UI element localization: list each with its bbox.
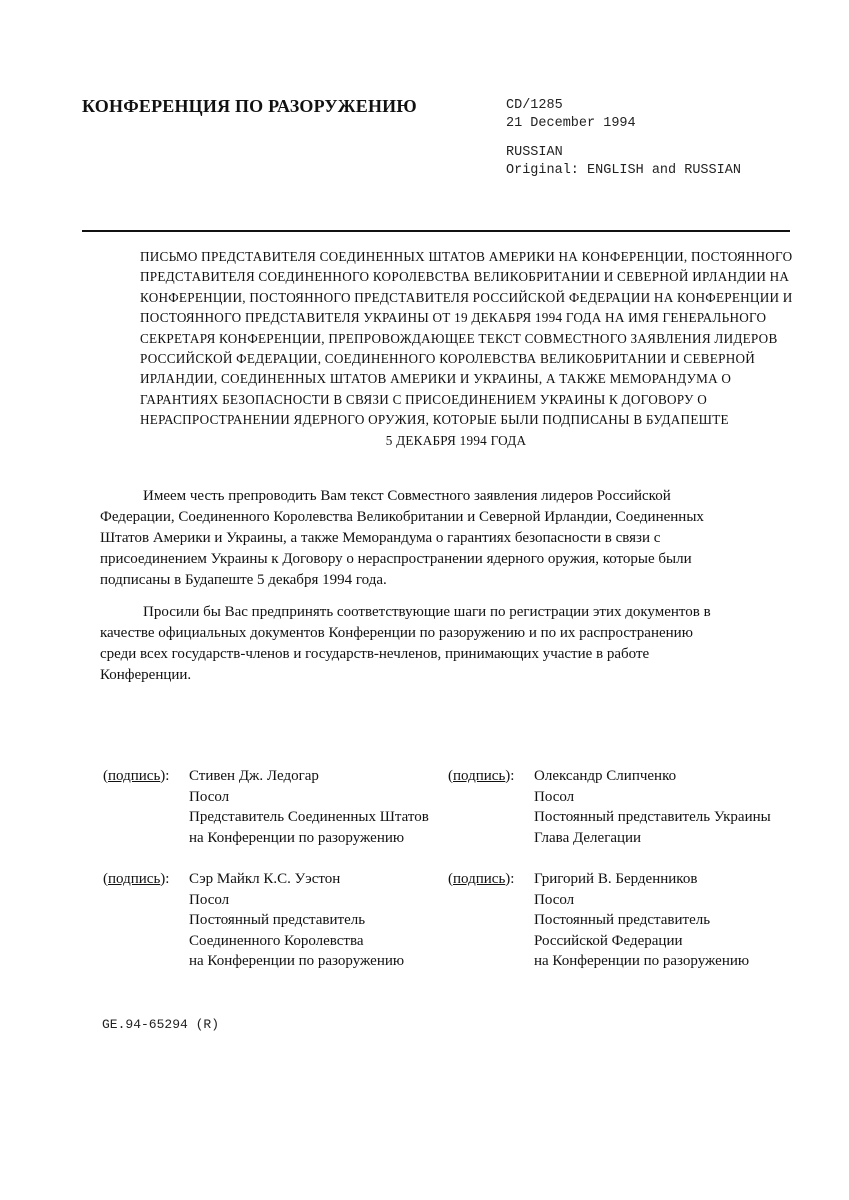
paragraph-line: Конференции. [100, 667, 192, 683]
signatory-name: Стивен Дж. Ледогар [189, 768, 319, 784]
document-metadata [506, 97, 741, 180]
document-original-languages: Original: ENGLISH and RUSSIAN [506, 163, 741, 178]
signatory-title: Посол [189, 891, 230, 908]
signatory-position: на Конференции по разоружению [189, 829, 405, 846]
subject-line: ПОСТОЯННОГО ПРЕДСТАВИТЕЛЯ УКРАИНЫ ОТ 19 ДЕКАБРЯ 1994 ГОДА НА ИМЯ ГЕНЕРАЛЬНОГО [140, 310, 767, 326]
signatory-position: Глава Делегации [534, 829, 642, 846]
header-divider [82, 230, 790, 232]
paragraph-line: Штатов Америки и Украины, а также Меморандума о гарантиях безопасности в связи с [100, 530, 661, 546]
signatory-position: на Конференции по разоружению [189, 953, 405, 969]
subject-line: РОССИЙСКОЙ ФЕДЕРАЦИИ, СОЕДИНЕННОГО КОРОЛЕВСТВА ВЕЛИКОБРИТАНИИ И СЕВЕРНОЙ [140, 351, 756, 367]
paragraph-line: Просили бы Вас предпринять соответствующие шаги по регистрации этих документов в [143, 604, 711, 620]
signatory-name: Григорий В. Берденников [534, 871, 698, 887]
signatory-position: Постоянный представитель Украины [534, 809, 771, 825]
document-date: 21 December 1994 [506, 116, 636, 131]
signatory-name: Сэр Майкл К.С. Уэстон [189, 871, 341, 887]
signatory-position: Российской Федерации [534, 932, 683, 949]
body-paragraph-1 [100, 486, 780, 591]
subject-line: КОНФЕРЕНЦИИ, ПОСТОЯННОГО ПРЕДСТАВИТЕЛЯ РОССИЙСКОЙ ФЕДЕРАЦИИ НА КОНФЕРЕНЦИИ И [140, 289, 793, 305]
subject-line: НЕРАСПРОСТРАНЕНИИ ЯДЕРНОГО ОРУЖИЯ, КОТОРЫЕ БЫЛИ ПОДПИСАНЫ В БУДАПЕШТЕ [140, 412, 729, 428]
signatory-position: на Конференции по разоружению [534, 953, 750, 969]
subject-line: 5 ДЕКАБРЯ 1994 ГОДА [385, 432, 527, 448]
organization-title: КОНФЕРЕНЦИЯ ПО РАЗОРУЖЕНИЮ [82, 96, 417, 116]
subject-line: СЕКРЕТАРЯ КОНФЕРЕНЦИИ, ПРЕПРОВОЖДАЮЩЕЕ ТЕКСТ СОВМЕСТНОГО ЗАЯВЛЕНИЯ ЛИДЕРОВ [140, 330, 778, 346]
subject-line: ГАРАНТИЯХ БЕЗОПАСНОСТИ В СВЯЗИ С ПРИСОЕДИНЕНИЕМ УКРАИНЫ К ДОГОВОРУ О [140, 391, 707, 407]
paragraph-line: присоединением Украины к Договору о нераспространении ядерного оружия, которые были [100, 551, 692, 567]
signatory-position: Представитель Соединенных Штатов [189, 809, 429, 825]
paragraph-line: подписаны в Будапеште 5 декабря 1994 года. [100, 572, 387, 588]
body-paragraph-2 [100, 602, 780, 686]
signatory-title: Посол [534, 891, 575, 908]
signature-label: (подпись): [448, 871, 515, 887]
job-number: GE.94-65294 (R) [102, 1017, 220, 1032]
signatory-title: Посол [534, 788, 575, 805]
document-language: RUSSIAN [506, 145, 563, 160]
subject-line: ПРЕДСТАВИТЕЛЯ СОЕДИНЕННОГО КОРОЛЕВСТВА ВЕЛИКОБРИТАНИИ И СЕВЕРНОЙ ИРЛАНДИИ НА [140, 269, 790, 285]
document-symbol: CD/1285 [506, 98, 563, 113]
signatory-title: Посол [189, 788, 230, 805]
paragraph-line: Федерации, Соединенного Королевства Великобритании и Северной Ирландии, Соединенных [100, 509, 704, 525]
paragraph-line: Имеем честь препроводить Вам текст Совместного заявления лидеров Российской [143, 488, 671, 504]
paragraph-line: среди всех государств-членов и государств-нечленов, принимающих участие в работе [100, 646, 650, 662]
signature-label: (подпись): [448, 768, 515, 784]
subject-line: ИРЛАНДИИ, СОЕДИНЕННЫХ ШТАТОВ АМЕРИКИ И УКРАИНЫ, А ТАКЖЕ МЕМОРАНДУМА О [140, 371, 732, 387]
signatory-position: Постоянный представитель [534, 912, 711, 928]
signature-label: (подпись): [103, 768, 170, 784]
signature-label: (подпись): [103, 871, 170, 887]
signatory-name: Олександр Слипченко [534, 768, 677, 784]
signatory-position: Постоянный представитель [189, 912, 366, 928]
paragraph-line: качестве официальных документов Конференции по разоружению и по их распространению [100, 625, 693, 641]
subject-line: ПИСЬМО ПРЕДСТАВИТЕЛЯ СОЕДИНЕННЫХ ШТАТОВ АМЕРИКИ НА КОНФЕРЕНЦИИ, ПОСТОЯННОГО [140, 249, 793, 264]
signatory-position: Соединенного Королевства [189, 932, 364, 949]
subject-heading [140, 247, 793, 451]
